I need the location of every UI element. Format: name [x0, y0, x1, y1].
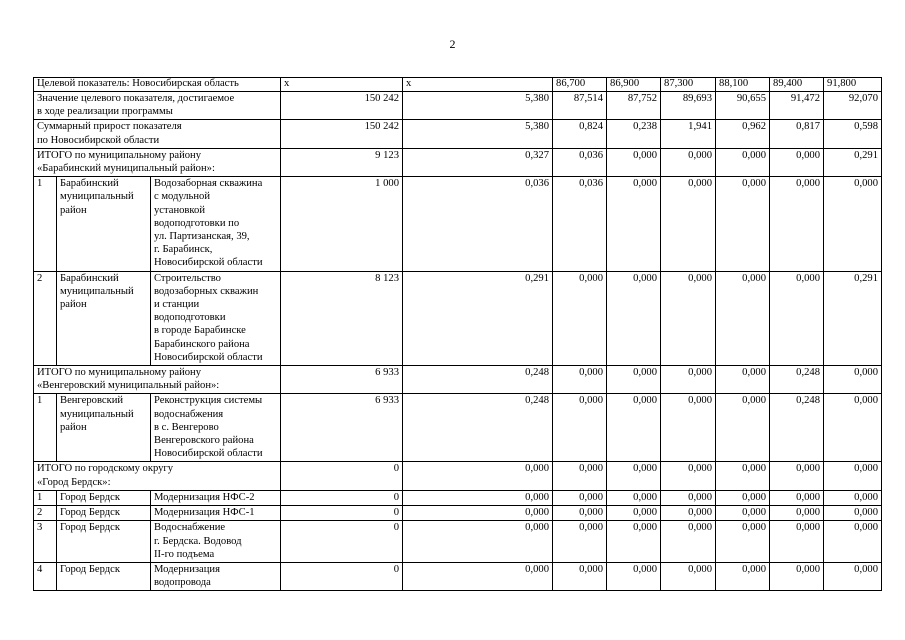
target-value-cell: 86,900	[607, 78, 661, 92]
district-cell: Город Бердск	[57, 506, 151, 521]
amount-cell: 0	[281, 506, 403, 521]
summary-row-label: Значение целевого показателя, достигаемое в ходе реализации программы	[34, 92, 281, 120]
table-row	[34, 490, 882, 505]
year-value-cell: 0,000	[661, 521, 716, 563]
year-value-cell: 92,070	[824, 92, 882, 120]
table-row	[34, 521, 882, 563]
year-value-cell: 0,000	[607, 521, 661, 563]
year-value-cell: 0,000	[661, 177, 716, 271]
year-value-cell: 0,000	[770, 490, 824, 505]
year-value-cell: 0,000	[607, 177, 661, 271]
amount-cell: 6 933	[281, 394, 403, 462]
row-number-cell: 1	[34, 490, 57, 505]
year-value-cell: 0,000	[661, 366, 716, 394]
district-cell: Город Бердск	[57, 521, 151, 563]
year-value-cell: 0,824	[553, 120, 607, 148]
table-row	[34, 271, 882, 365]
group-total-row	[34, 148, 882, 176]
district-cell: Город Бердск	[57, 490, 151, 505]
year-value-cell: 0,000	[553, 521, 607, 563]
year-value-cell: 0,000	[661, 148, 716, 176]
year-value-cell: 0,000	[553, 562, 607, 590]
object-cell: Модернизация НФС-2	[151, 490, 281, 505]
district-cell: Венгеровский муниципальный район	[57, 394, 151, 462]
district-cell: Барабинский муниципальный район	[57, 177, 151, 271]
district-cell: Барабинский муниципальный район	[57, 271, 151, 365]
year-value-cell: 0,000	[607, 148, 661, 176]
year-value-cell: 91,472	[770, 92, 824, 120]
year-value-cell: 0,000	[716, 521, 770, 563]
object-cell: Модернизация водопровода	[151, 562, 281, 590]
target-indicator-label: Целевой показатель: Новосибирская область	[34, 78, 281, 92]
year-value-cell: 0,036	[553, 177, 607, 271]
total-value-cell: 0,000	[403, 490, 553, 505]
year-value-cell: 89,693	[661, 92, 716, 120]
year-value-cell: 0,000	[770, 562, 824, 590]
total-value-cell: 0,327	[403, 148, 553, 176]
total-value-cell: 0,036	[403, 177, 553, 271]
object-cell: Реконструкция системы водоснабжения в с. Венгерово Венгеровского района Новосибирской области	[151, 394, 281, 462]
year-value-cell: 0,291	[824, 148, 882, 176]
year-value-cell: 0,291	[824, 271, 882, 365]
amount-cell: 0	[281, 490, 403, 505]
target-indicator-row	[34, 78, 882, 92]
indicator-table	[33, 77, 882, 591]
year-value-cell: 0,000	[607, 462, 661, 490]
year-value-cell: 0,000	[770, 271, 824, 365]
year-value-cell: 0,000	[661, 562, 716, 590]
object-cell: Водоснабжение г. Бердска. Водовод II-го подъема	[151, 521, 281, 563]
target-value-cell: 91,800	[824, 78, 882, 92]
year-value-cell: 0,000	[607, 490, 661, 505]
target-value-cell: 87,300	[661, 78, 716, 92]
year-value-cell: 0,000	[661, 271, 716, 365]
year-value-cell: 0,000	[716, 366, 770, 394]
table-row	[34, 394, 882, 462]
group-total-row-label: ИТОГО по муниципальному району «Венгеровский муниципальный район»:	[34, 366, 281, 394]
district-cell: Город Бердск	[57, 562, 151, 590]
amount-cell: 6 933	[281, 366, 403, 394]
year-value-cell: 0,000	[607, 562, 661, 590]
total-value-cell: 5,380	[403, 120, 553, 148]
table-body	[34, 78, 882, 591]
year-value-cell: 0,000	[770, 148, 824, 176]
row-number-cell: 4	[34, 562, 57, 590]
year-value-cell: 0,000	[716, 394, 770, 462]
year-value-cell: 0,000	[770, 177, 824, 271]
total-value-cell: 0,000	[403, 462, 553, 490]
target-value-cell: 89,400	[770, 78, 824, 92]
year-value-cell: 90,655	[716, 92, 770, 120]
year-value-cell: 0,962	[716, 120, 770, 148]
year-value-cell: 0,000	[824, 366, 882, 394]
year-value-cell: 0,248	[770, 394, 824, 462]
year-value-cell: 0,000	[661, 394, 716, 462]
year-value-cell: 0,817	[770, 120, 824, 148]
year-value-cell: 0,238	[607, 120, 661, 148]
year-value-cell: 0,000	[716, 562, 770, 590]
table-row	[34, 506, 882, 521]
group-total-row	[34, 462, 882, 490]
amount-cell: 1 000	[281, 177, 403, 271]
group-total-row-label: ИТОГО по муниципальному району «Барабинский муниципальный район»:	[34, 148, 281, 176]
row-number-cell: 1	[34, 394, 57, 462]
target-value-cell: 86,700	[553, 78, 607, 92]
year-value-cell: 0,000	[553, 490, 607, 505]
year-value-cell: 0,000	[824, 506, 882, 521]
year-value-cell: 0,598	[824, 120, 882, 148]
year-value-cell: 0,000	[824, 521, 882, 563]
year-value-cell: 0,000	[716, 271, 770, 365]
year-value-cell: 0,000	[824, 490, 882, 505]
year-value-cell: 0,000	[770, 506, 824, 521]
year-value-cell: 0,000	[553, 271, 607, 365]
table-row	[34, 177, 882, 271]
amount-cell: 8 123	[281, 271, 403, 365]
year-value-cell: 0,000	[716, 506, 770, 521]
page-number: 2	[449, 37, 456, 51]
summary-row-label: Суммарный прирост показателя по Новосибирской области	[34, 120, 281, 148]
year-value-cell: 0,000	[716, 148, 770, 176]
amount-cell: 150 242	[281, 92, 403, 120]
object-cell: Строительство водозаборных скважин и станции водоподготовки в городе Барабинске Барабинского района Новосибирской области	[151, 271, 281, 365]
year-value-cell: 0,000	[716, 490, 770, 505]
total-value-cell: 5,380	[403, 92, 553, 120]
year-value-cell: 0,000	[553, 394, 607, 462]
year-value-cell: 0,000	[824, 562, 882, 590]
object-cell: Водозаборная скважина с модульной установкой водоподготовки по ул. Партизанская, 39, г. Барабинск, Новосибирской области	[151, 177, 281, 271]
group-total-row	[34, 366, 882, 394]
row-number-cell: 3	[34, 521, 57, 563]
row-number-cell: 2	[34, 506, 57, 521]
total-value-cell: 0,248	[403, 394, 553, 462]
year-value-cell: 0,000	[824, 177, 882, 271]
target-indicator-total-cell: x	[403, 78, 553, 92]
row-number-cell: 1	[34, 177, 57, 271]
year-value-cell: 87,514	[553, 92, 607, 120]
year-value-cell: 0,000	[770, 521, 824, 563]
year-value-cell: 0,000	[607, 366, 661, 394]
year-value-cell: 0,000	[553, 366, 607, 394]
year-value-cell: 0,036	[553, 148, 607, 176]
amount-cell: 0	[281, 562, 403, 590]
year-value-cell: 0,000	[607, 506, 661, 521]
target-indicator-amount-cell: x	[281, 78, 403, 92]
year-value-cell: 0,000	[716, 462, 770, 490]
summary-row	[34, 92, 882, 120]
summary-row	[34, 120, 882, 148]
total-value-cell: 0,000	[403, 562, 553, 590]
amount-cell: 0	[281, 521, 403, 563]
total-value-cell: 0,000	[403, 506, 553, 521]
year-value-cell: 0,000	[607, 271, 661, 365]
target-value-cell: 88,100	[716, 78, 770, 92]
row-number-cell: 2	[34, 271, 57, 365]
year-value-cell: 0,248	[770, 366, 824, 394]
year-value-cell: 87,752	[607, 92, 661, 120]
year-value-cell: 0,000	[661, 462, 716, 490]
year-value-cell: 0,000	[553, 462, 607, 490]
table-row	[34, 562, 882, 590]
year-value-cell: 0,000	[824, 462, 882, 490]
year-value-cell: 0,000	[553, 506, 607, 521]
total-value-cell: 0,248	[403, 366, 553, 394]
year-value-cell: 0,000	[661, 506, 716, 521]
total-value-cell: 0,291	[403, 271, 553, 365]
year-value-cell: 0,000	[824, 394, 882, 462]
year-value-cell: 0,000	[770, 462, 824, 490]
amount-cell: 150 242	[281, 120, 403, 148]
amount-cell: 9 123	[281, 148, 403, 176]
year-value-cell: 1,941	[661, 120, 716, 148]
group-total-row-label: ИТОГО по городскому округу «Город Бердск»:	[34, 462, 281, 490]
object-cell: Модернизация НФС-1	[151, 506, 281, 521]
total-value-cell: 0,000	[403, 521, 553, 563]
amount-cell: 0	[281, 462, 403, 490]
year-value-cell: 0,000	[661, 490, 716, 505]
year-value-cell: 0,000	[607, 394, 661, 462]
year-value-cell: 0,000	[716, 177, 770, 271]
